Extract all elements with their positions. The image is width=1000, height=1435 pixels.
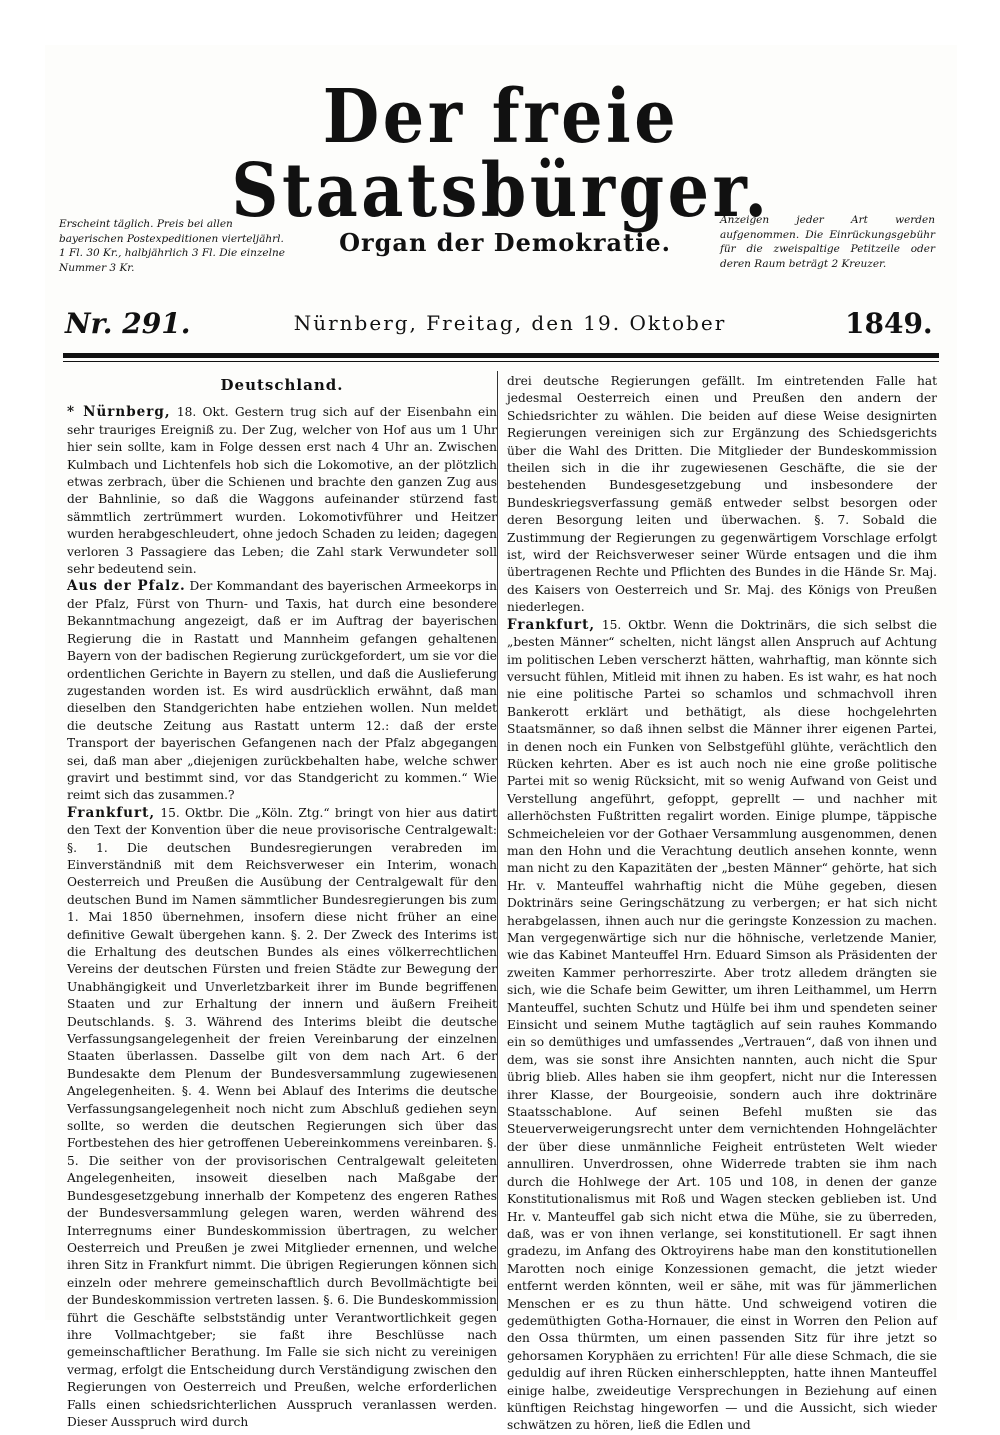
column-divider: [497, 371, 498, 1311]
dateline: Nürnberg, Freitag, den 19. Oktober: [293, 311, 727, 335]
header-rule-thin: [63, 361, 939, 362]
article: [67, 805, 497, 1432]
article-place: * Nürnberg,: [67, 404, 171, 421]
article-text: Der Kommandant des bayerischen Armeekorps in der Pfalz, Fürst von Thurn- und Taxis, hat durch eine besondere Bekanntmachung angezeigt, daß er im Auftrag der bayerischen Regierung die in Rastatt und Mannheim gefangen gehaltenen Bayern von der badischen Regierung zurückgefordert, um sie vor die ordentlichen Gerichte in Bayern zu stellen, und daß die Auslieferung zugestanden worden ist. Es wird ausdrücklich erwähnt, daß man dieselben den Standgerichten habe entziehen wollen. Nun meldet die deutsche Zeitung aus Rastatt unterm 12.: daß der erste Transport der bayerischen Gefangenen nach der Pfalz abgegangen sei, daß man aber „diejenigen zurückbehalten habe, welche schwer gravirt und bestimmt sind, vor das Standgericht zu kommen.“ Wie reimt sich das zusammen.?: [67, 579, 497, 803]
subscription-info: Erscheint täglich. Preis bei allen bayerischen Postexpeditionen vierteljährl. 1 Fl. 30 Kr., halbjährlich 3 Fl. Die einzelne Nummer 3 Kr.: [59, 218, 285, 274]
issue-number: Nr. 291.: [65, 307, 191, 340]
article-place: Aus der Pfalz.: [67, 578, 186, 595]
article-text: drei deutsche Regierungen gefällt. Im eintretenden Falle hat jedesmal Oesterreich einen und Preußen den andern der Schiedsrichter zu wählen. Die beiden auf diese Weise designirten Regierungen vereinigen sich zur Ergänzung des Schiedsgerichts über die Wahl des Dritten. Die Mitglieder der Bundeskommission theilen sich in die ihr zugewiesenen Geschäfte, die sie der bestehenden Bundesgesetzgebung und insbesondere der Bundeskriegsverfassung gemäß entweder selbst besorgen oder deren Besorgung leiten und überwachen. §. 7. Sobald die Zustimmung der Regierungen zu gegenwärtigem Vorschlage erfolgt ist, wird der Reichsverweser seiner Würde entsagen und die ihm übertragenen Rechte und Pflichten des Bundes in die Hände Sr. Maj. des Kaisers von Oesterreich und Sr. Maj. des Königs von Preußen niederlegen.: [507, 374, 937, 615]
issue-year: 1849.: [845, 307, 933, 340]
article-text: 15. Oktbr. Die „Köln. Ztg.“ bringt von hier aus datirt den Text der Konvention über die neue provisorische Centralgewalt: §. 1. Die deutschen Bundesregierungen verabreden im Einverständniß mit dem Reichsverweser ein Interim, wonach Oesterreich und Preußen die Ausübung der Centralgewalt für den deutschen Bund im Namen sämmtlicher Bundesregierungen bis zum 1. Mai 1850 übernehmen, insofern diese nicht früher an eine definitive Gewalt übergehen kann. §. 2. Der Zweck des Interims ist die Erhaltung des deutschen Bundes als eines völkerrechtlichen Vereins der deutschen Fürsten und freien Städte zur Bewegung der Unabhängigkeit und Unverletzbarkeit ihrer im Bunde begriffenen Staaten und zur Erhaltung der innern und äußern Freiheit Deutschlands. §. 3. Während des Interims bleibt die deutsche Verfassungsangelegenheit der freien Vereinbarung der einzelnen Staaten überlassen. Dasselbe gilt von dem nach Art. 6 der Bundesakte dem Plenum der Bundesversammlung zugewiesenen Angelegenheiten. §. 4. Wenn bei Ablauf des Interims die deutsche Verfassungsangelegenheit noch nicht zum Abschluß gediehen seyn sollte, so werden die deutschen Regierungen sich über das Fortbestehen des hier getroffenen Uebereinkommens vereinbaren. §. 5. Die seither von der provisorischen Centralgewalt geleiteten Angelegenheiten, insoweit dieselben nach Maßgabe der Bundesgesetzgebung innerhalb der Kompetenz des engeren Rathes der Bundesversammlung gelegen waren, werden während des Interregnums einer Bundeskommission übertragen, zu welcher Oesterreich und Preußen je zwei Mitglieder ernennen, und welche ihren Sitz in Frankfurt nimmt. Die übrigen Regierungen können sich einzeln oder mehrere gemeinschaftlich durch Bevollmächtigte bei der Bundeskommission vertreten lassen. §. 6. Die Bundeskommission führt die Geschäfte selbstständig unter Verantwortlichkeit gegen ihre Vollmachtgeber; sie faßt ihre Beschlüsse nach gemeinschaftlicher Berathung. Im Falle sie sich nicht zu vereinigen vermag, erfolgt die Entscheidung durch Verständigung zwischen den Regierungen von Oesterreich und Preußen, welche erforderlichen Falls einen schiedsrichterlichen Ausspruch veranlassen werden. Dieser Ausspruch wird durch: [67, 805, 498, 1429]
newspaper-subtitle: Organ der Demokratie.: [339, 228, 671, 257]
newspaper-page: [45, 45, 957, 1433]
article: [67, 578, 497, 804]
article-text: 15. Oktbr. Wenn die Doktrinärs, die sich selbst die „besten Männer“ schelten, nicht längst allen Anspruch auf Achtung im politischen Leben verscherzt hätten, wahrhaftig, man könnte sich versucht fühlen, Mitleid mit ihnen zu haben. Es ist wahr, es hat noch nie eine politische Partei so schamlos und schmachvoll ihren Bankerott erklärt und bethätigt, als diese hochgelehrten Staatsmänner, so daß ihnen selbst die Männer ihrer eigenen Partei, in denen noch ein Funken von Selbstgefühl glühte, verächtlich den Rücken kehrten. Aber es ist auch noch nie eine große politische Partei mit so wenig Rücksicht, mit so wenig Aufwand von Geist und Verstellung angeführt, gefoppt, geprellt — und nachher mit allerhöchsten Fußtritten regalirt worden. Einige plumpe, täppische Schmeicheleien vor der Gothaer Versammlung ausgenommen, denen man den Hohn und die Verachtung deutlich ansehen konnte, wenn man nicht zu den Kapazitäten der „besten Männer“ gehörte, hat sich Hr. v. Manteuffel wahrhaftig nicht die Mühe gegeben, diesen Doktrinärs seine Geringschätzung zu verbergen; er hat sich nicht herabgelassen, ihnen auch nur die geringste Konzession zu machen. Man vergegenwärtige sich nur die höhnische, verletzende Manier, wie das Kabinet Manteuffel Hrn. Eduard Simson als Präsidenten der zweiten Kammer perhorreszirte. Aber trotz alledem drängten sie sich, wie die Schafe beim Gewitter, um ihren Leithammel, um Herrn Manteuffel, suchten Schutz und Hülfe bei ihm und spendeten seiner Einsicht und seinem Muthe tagtäglich auf sein rauhes Kommando ein so demüthiges und umfassendes „Vertrauen“, daß von ihnen und dem, was sie sonst ihre Ansichten nannten, auch nicht die Spur übrig blieb. Alles haben sie ihm geopfert, nicht nur die Interessen ihrer Klasse, der Bourgeoisie, sondern auch ihre doktrinäre Staatsschablone. Auf seinen Befehl mußten sie das Steuerverweigerungsrecht unter dem vernichtenden Hohngelächter der über diese unmännliche Feigheit entrüsteten Welt wieder annulliren. Unverdrossen, ohne Widerrede trabten sie ihm nach durch die Hohlwege der Art. 105 und 108, in denen der ganze Konstitutionalismus mit Roß und Wagen stecken geblieben ist. Und Hr. v. Manteuffel gab sich nicht etwa die Mühe, sie zu überreden, daß, was er von ihnen verlange, sei konstitutionell. Er sagt ihnen gradezu, im Anfang des Oktroyirens habe man den konstitutionellen Marotten noch einige Konzessionen gemacht, die jetzt wieder entfernt werden könnten, weil er sähe, mit was für jämmerlichen Menschen er es zu thun hätte. Und schweigend votiren die gedemüthigten Gotha-Hornauer, die einst in Worren den Pelion auf den Ossa thürmten, um einen passenden Sitz für ihre jetzt so gehorsamen Koryphäen zu errichten! Für alle diese Schmach, die sie geduldig auf ihren Rücken einherschleppten, hatte ihnen Manteuffel einige halbe, zweideutige Versprechungen in Beziehung auf einen künftigen Reichstag hingeworfen — und die Aussicht, sich wieder schwätzen zu hören, ließ die Edlen und: [507, 617, 938, 1433]
newspaper-masthead-title: Der freie Staatsbürger.: [231, 74, 771, 234]
header-rule: [63, 353, 939, 358]
article-place: Frankfurt,: [507, 616, 596, 633]
article: [67, 404, 497, 578]
advertising-info: Anzeigen jeder Art werden aufgenommen. Die Einrückungsgebühr für die zweispaltige Petitzeile oder deren Raum beträgt 2 Kreuzer.: [720, 214, 935, 270]
article-text: 18. Okt. Gestern trug sich auf der Eisenbahn ein sehr trauriges Ereigniß zu. Der Zug, welcher von Hof aus um 1 Uhr hier sein sollte, kam in Folge dessen erst nach 4 Uhr an. Zwischen Kulmbach und Lichtenfels hob sich die Lokomotive, an der plötzlich etwas zerbrach, über die Schienen und brachte den ganzen Zug aus der Bahnlinie, so daß die Waggons aufeinander stürzend fast sämmtlich zertrümmert wurden. Lokomotivführer und Heitzer wurden herabgeschleudert, ohne jedoch Schaden zu leiden; dagegen verloren 3 Passagiere das Leben; die Zahl stark Verwundeter soll sehr bedeutend sein.: [67, 405, 498, 577]
left-column: [67, 371, 497, 1431]
right-column: [507, 373, 937, 1435]
article-place: Frankfurt,: [67, 804, 156, 821]
article: [507, 373, 937, 617]
article: [507, 617, 937, 1435]
section-title: Deutschland.: [220, 376, 344, 394]
